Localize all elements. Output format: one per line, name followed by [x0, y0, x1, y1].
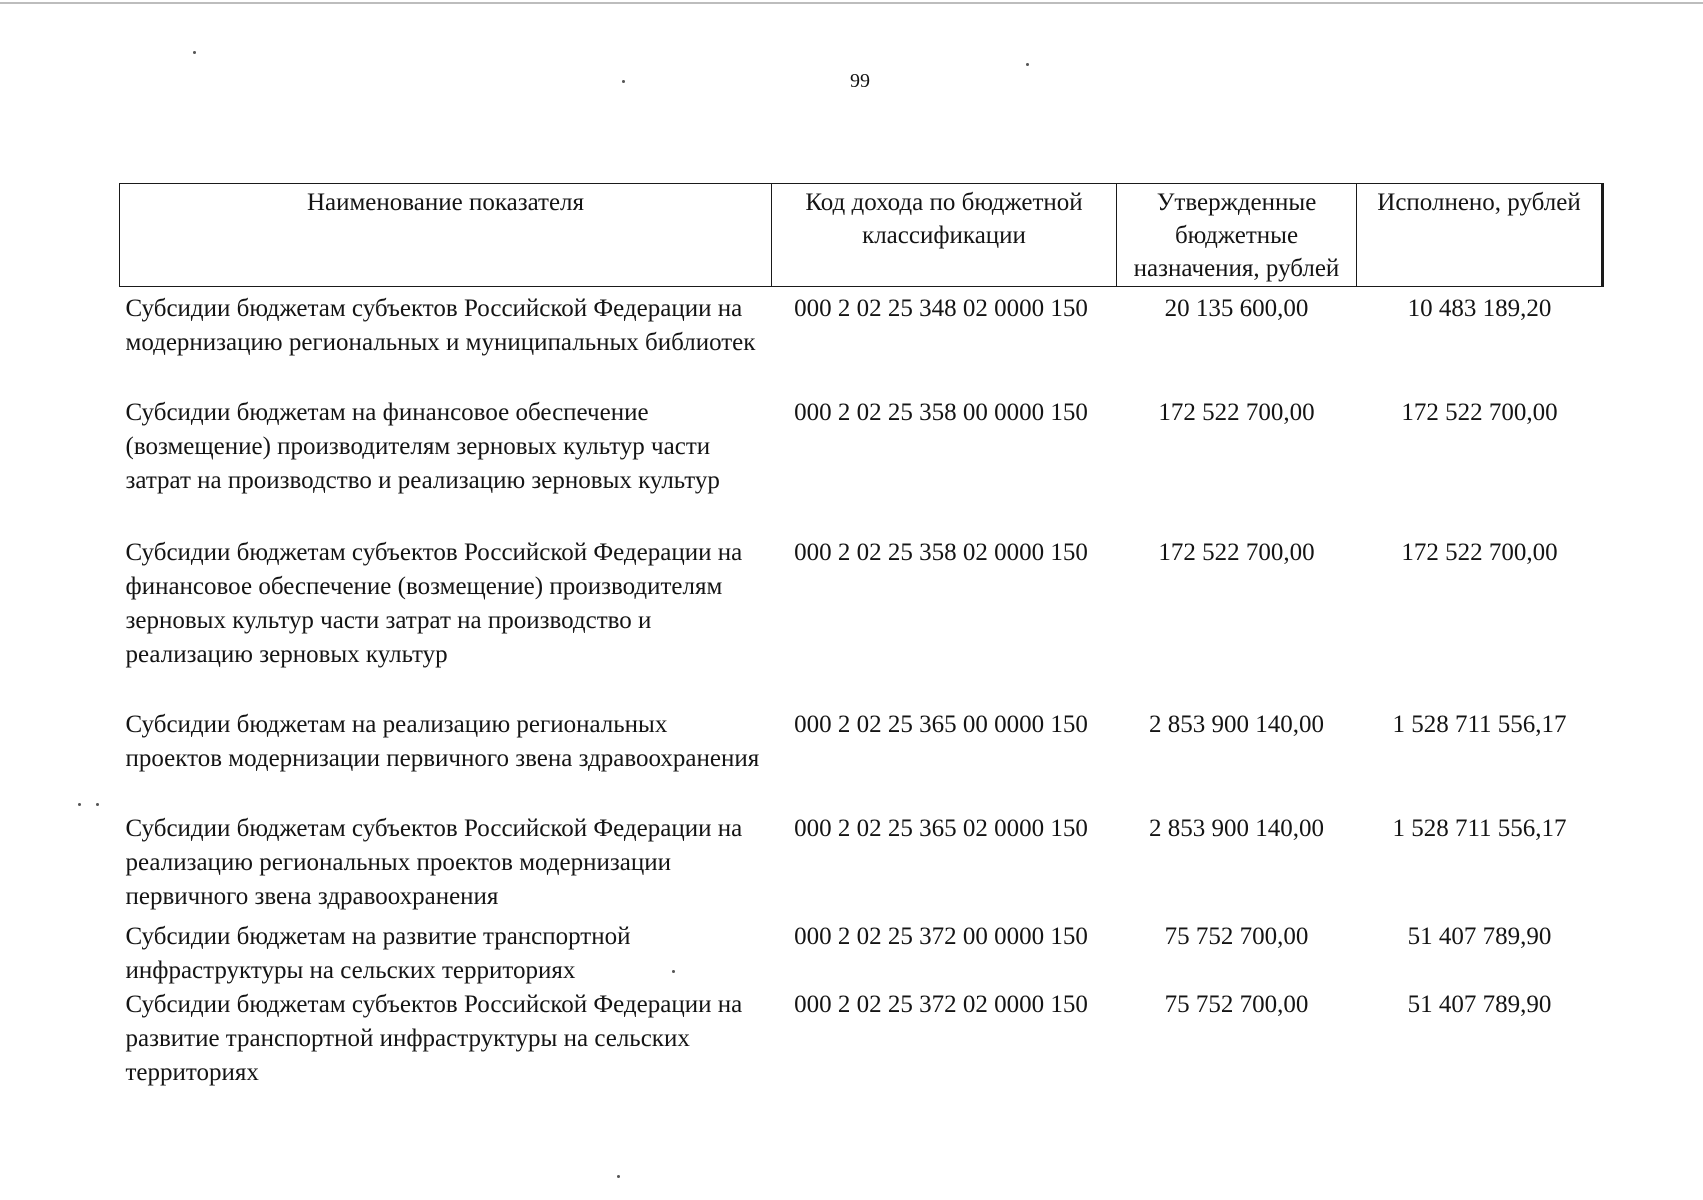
row-income-code: 000 2 02 25 372 02 0000 150 — [794, 991, 1088, 1018]
scan-speck — [193, 51, 196, 54]
row-indicator-name: Субсидии бюджетам на реализацию региональных проектов модернизации первичного звена здравоохранения — [125, 711, 760, 772]
row-income-code: 000 2 02 25 372 00 0000 150 — [794, 923, 1088, 950]
row-indicator-name: Субсидии бюджетам субъектов Российской Федерации на модернизацию региональных и муниципальных библиотек — [125, 295, 756, 356]
row-indicator-name: Субсидии бюджетам субъектов Российской Федерации на финансовое обеспечение (возмещение) производителям зерновых культур части затрат на производство и реализацию зерновых культур — [125, 539, 743, 668]
row-indicator-name: Субсидии бюджетам на развитие транспортной инфраструктуры на сельских территориях — [125, 923, 631, 984]
row-indicator-name: Субсидии бюджетам субъектов Российской Федерации на развитие транспортной инфраструктуры на сельских территориях — [125, 991, 743, 1086]
row-executed-amount: 1 528 711 556,17 — [1392, 815, 1567, 842]
row-approved-amount: 172 522 700,00 — [1158, 539, 1315, 566]
row-indicator-name: Субсидии бюджетам субъектов Российской Федерации на реализацию региональных проектов модернизации первичного звена здравоохранения — [125, 815, 743, 910]
row-approved-amount: 20 135 600,00 — [1164, 295, 1309, 322]
row-executed-amount: 51 407 789,90 — [1407, 923, 1552, 950]
row-income-code: 000 2 02 25 348 02 0000 150 — [794, 295, 1088, 322]
table-row — [120, 708, 1603, 812]
header-indicator-name: Наименование показателя — [120, 184, 772, 287]
table-row — [120, 988, 1603, 1092]
header-income-code: Код дохода по бюджетной классификации — [772, 184, 1117, 287]
header-approved-amount: Утвержденные бюджетные назначения, рублей — [1117, 184, 1357, 287]
scan-speck — [78, 803, 81, 806]
row-executed-amount: 10 483 189,20 — [1407, 295, 1552, 322]
scan-speck — [617, 1175, 620, 1178]
scan-top-edge — [0, 2, 1703, 4]
row-executed-amount: 172 522 700,00 — [1401, 399, 1558, 426]
page-number: 99 — [850, 70, 870, 92]
row-executed-amount: 172 522 700,00 — [1401, 539, 1558, 566]
scan-speck — [96, 803, 99, 806]
header-executed-amount: Исполнено, рублей — [1357, 184, 1603, 287]
table-row — [120, 812, 1603, 920]
row-approved-amount: 2 853 900 140,00 — [1149, 815, 1324, 842]
row-approved-amount: 2 853 900 140,00 — [1149, 711, 1324, 738]
table-row — [120, 920, 1603, 988]
row-income-code: 000 2 02 25 358 02 0000 150 — [794, 539, 1088, 566]
scan-speck — [1026, 63, 1029, 66]
row-income-code: 000 2 02 25 365 02 0000 150 — [794, 815, 1088, 842]
row-approved-amount: 75 752 700,00 — [1164, 991, 1309, 1018]
table-row — [120, 536, 1603, 708]
row-income-code: 000 2 02 25 365 00 0000 150 — [794, 711, 1088, 738]
row-income-code: 000 2 02 25 358 00 0000 150 — [794, 399, 1088, 426]
row-indicator-name: Субсидии бюджетам на финансовое обеспечение (возмещение) производителям зерновых культур части затрат на производство и реализацию зерновых культур — [125, 399, 720, 494]
budget-report-table — [119, 183, 1604, 1092]
table-header-row — [120, 184, 1603, 287]
table-row — [120, 396, 1603, 536]
row-approved-amount: 75 752 700,00 — [1164, 923, 1309, 950]
row-approved-amount: 172 522 700,00 — [1158, 399, 1315, 426]
row-executed-amount: 1 528 711 556,17 — [1392, 711, 1567, 738]
row-executed-amount: 51 407 789,90 — [1407, 991, 1552, 1018]
table-row — [120, 287, 1603, 397]
